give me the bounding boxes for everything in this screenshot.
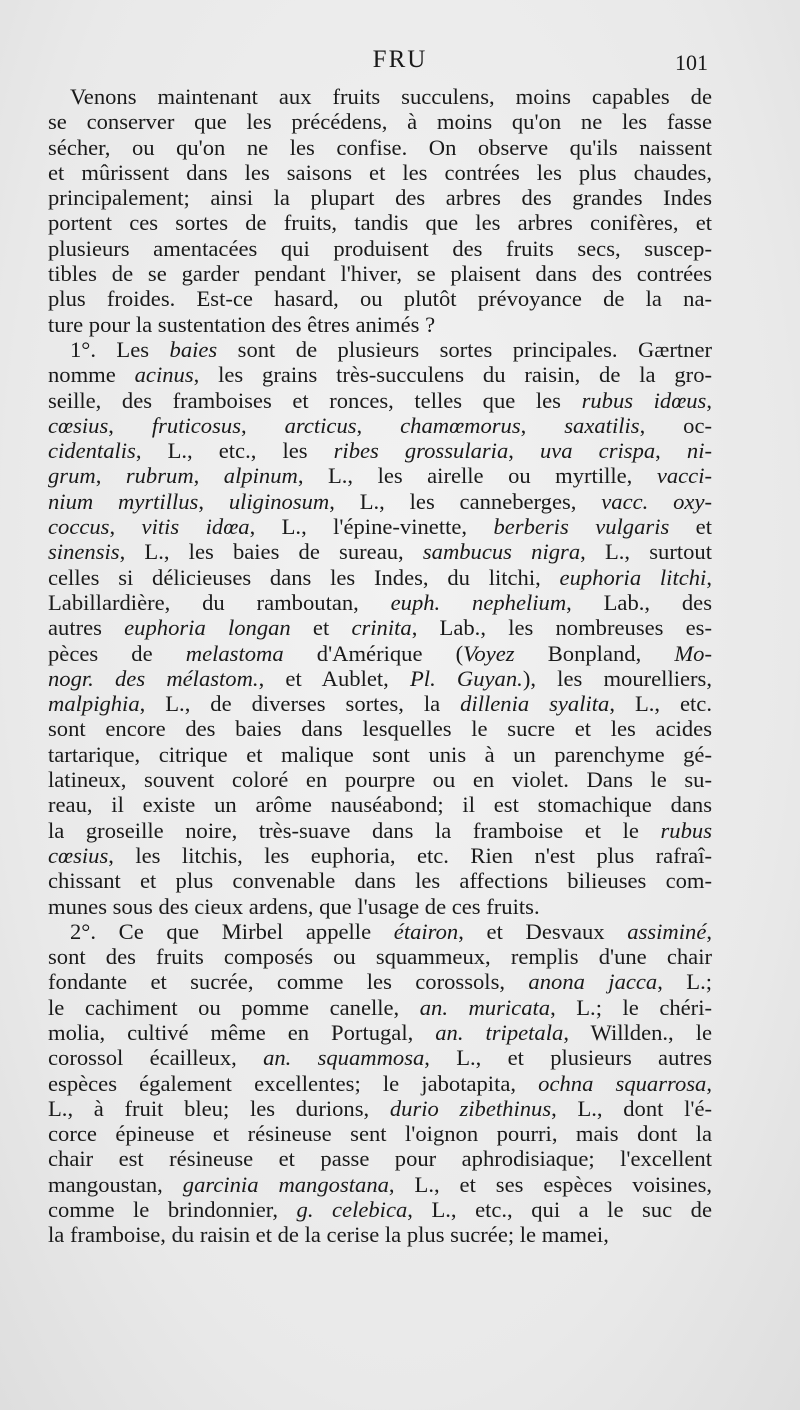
text-line: nogr. des mélastom., et Aublet, Pl. Guyan.), les mourelliers, [48,665,713,691]
text-line: fondante et sucrée, comme les corossols, anona jacca, L.; [48,969,713,995]
text-line: L., à fruit bleu; les durions, durio zibethinus, L., dont l'é- [48,1095,712,1121]
text-line: corce épineuse et résineuse sent l'oignon pourri, mais dont la [48,1121,712,1147]
running-head [0,46,800,82]
text-line: espèces également excellentes; le jabotapita, ochna squarrosa, [48,1070,712,1096]
text-line: nium myrtillus, uliginosum, L., les canneberges, vacc. oxy- [48,488,712,514]
text-line: comme le brindonnier, g. celebica, L., etc., qui a le suc de [48,1197,712,1223]
text-line: 2°. Ce que Mirbel appelle étairon, et Desvaux assiminé, [70,918,712,944]
body-text [48,84,712,1248]
text-line: autres euphoria longan et crinita, Lab., les nombreuses es- [48,615,712,641]
text-line: tartarique, citrique et malique sont unis à un parenchyme gé- [48,741,712,767]
text-line: chissant et plus convenable dans les affections bilieuses com- [48,868,712,894]
text-line: 1°. Les baies sont de plusieurs sortes principales. Gærtner [70,336,713,362]
text-line: latineux, souvent coloré en pourpre ou en violet. Dans le su- [48,767,712,793]
text-line: plusieurs amentacées qui produisent des fruits secs, suscep- [48,235,712,261]
text-line: nomme acinus, les grains très-succulens du raisin, de la gro- [48,362,713,388]
text-line: plus froides. Est-ce hasard, ou plutôt prévoyance de la na- [48,286,712,312]
text-line: tibles de se garder pendant l'hiver, se plaisent dans des contrées [48,261,712,287]
text-line: Venons maintenant aux fruits succulens, moins capables de [70,84,712,109]
text-line: munes sous des cieux ardens, que l'usage de ces fruits. [48,893,540,919]
paragraph [48,337,712,919]
text-line: principalement; ainsi la plupart des arbres des grandes Indes [48,185,712,211]
text-line: ture pour la sustentation des êtres animés ? [48,311,436,337]
text-line: sinensis, L., les baies de sureau, sambucus nigra, L., surtout [48,539,712,565]
text-line: coccus, vitis idœa, L., l'épine-vinette, berberis vulgaris et [48,514,712,540]
paragraph [48,919,712,1248]
text-line: mangoustan, garcinia mangostana, L., et ses espèces voisines, [48,1171,713,1197]
text-line: se conserver que les précédens, à moins qu'on ne les fasse [48,109,712,135]
text-line: reau, il existe un arôme nauséabond; il est stomachique dans [48,792,712,818]
text-line: Labillardière, du ramboutan, euph. nephelium, Lab., des [48,589,712,615]
text-line: cœsius, les litchis, les euphoria, etc. Rien n'est plus rafraî- [48,842,712,868]
text-line: sécher, ou qu'on ne les confise. On observe qu'ils naissent [48,134,712,160]
text-line: grum, rubrum, alpinum, L., les airelle ou myrtille, vacci- [48,463,713,489]
text-line: malpighia, L., de diverses sortes, la dillenia syalita, L., etc. [48,691,712,717]
text-line: sont des fruits composés ou squammeux, remplis d'une chair [48,944,712,970]
text-line: et mûrissent dans les saisons et les contrées les plus chaudes, [48,159,712,185]
text-line: chair est résineuse et passe pour aphrodisiaque; l'excellent [48,1146,712,1172]
page-number: 101 [675,50,708,75]
text-line: seille, des framboises et ronces, telles que les rubus idœus, [48,387,713,413]
text-line: le cachiment ou pomme canelle, an. muricata, L.; le chéri- [48,994,712,1020]
running-head-title: FRU [372,46,428,73]
text-line: cidentalis, L., etc., les ribes grossularia, uva crispa, ni- [48,438,712,464]
text-line: pèces de melastoma d'Amérique (Voyez Bonpland, Mo- [48,640,713,666]
text-line: la groseille noire, très-suave dans la framboise et le rubus [48,817,712,843]
text-line: sont encore des baies dans lesquelles le sucre et les acides [48,716,712,742]
text-line: portent ces sortes de fruits, tandis que les arbres conifères, et [48,210,712,236]
text-line: la framboise, du raisin et de la cerise la plus sucrée; le mamei, [48,1222,609,1248]
paragraph [48,84,712,337]
text-line: cœsius, fruticosus, arcticus, chamœmorus, saxatilis, oc- [48,412,713,438]
text-line: molia, cultivé même en Portugal, an. tripetala, Willden., le [48,1019,712,1045]
text-line: corossol écailleux, an. squammosa, L., et plusieurs autres [48,1045,712,1071]
text-line: celles si délicieuses dans les Indes, du litchi, euphoria litchi, [48,564,712,590]
